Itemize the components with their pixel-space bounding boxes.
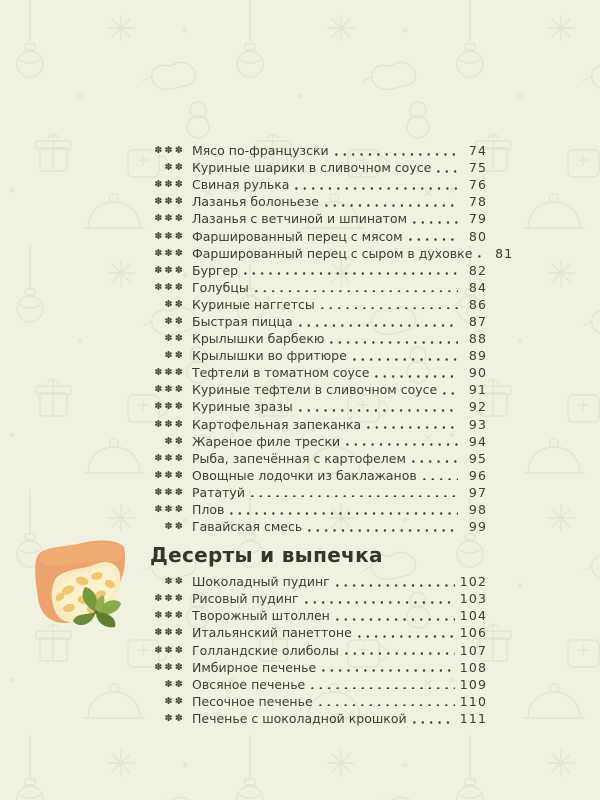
toc-entry — [148, 176, 486, 193]
difficulty-stars: ✽✽ — [164, 333, 185, 345]
dot-leader — [443, 392, 458, 395]
toc-entry — [148, 433, 486, 450]
page-number: 74 — [468, 143, 488, 159]
page-number: 106 — [459, 625, 488, 641]
dot-leader — [413, 221, 458, 224]
toc-entry — [148, 398, 486, 415]
difficulty-stars: ✽✽✽ — [154, 264, 185, 276]
dot-leader — [244, 272, 458, 275]
page-number: 111 — [459, 710, 488, 726]
page-number: 86 — [468, 296, 488, 312]
recipe-title: Мясо по-французски — [192, 143, 329, 159]
toc-entry — [148, 364, 486, 381]
difficulty-stars: ✽✽ — [164, 521, 185, 533]
dot-leader — [330, 341, 458, 344]
difficulty-stars: ✽✽✽ — [154, 367, 185, 379]
page-number: 109 — [459, 676, 488, 692]
difficulty-stars: ✽✽✽ — [154, 486, 185, 498]
toc-entry — [148, 262, 486, 279]
difficulty-stars: ✽✽✽ — [154, 213, 185, 225]
recipe-title: Рыба, запечённая с картофелем — [192, 450, 406, 466]
dot-leader — [375, 375, 458, 378]
dot-leader — [353, 358, 458, 361]
toc-entry — [148, 467, 486, 484]
toc-entry — [148, 193, 486, 210]
page-number: 90 — [468, 365, 488, 381]
recipe-title: Куриные шарики в сливочном соусе — [192, 160, 432, 176]
toc-entry — [148, 642, 486, 659]
toc-entry — [148, 159, 486, 176]
difficulty-stars: ✽✽ — [164, 315, 185, 327]
toc-entry — [148, 296, 486, 313]
page-number: 107 — [459, 642, 488, 658]
difficulty-stars: ✽✽ — [164, 678, 185, 690]
dot-leader — [437, 170, 458, 173]
toc-entry — [148, 313, 486, 330]
difficulty-stars: ✽✽ — [164, 162, 185, 174]
dot-leader — [299, 324, 459, 327]
recipe-title: Рататуй — [192, 484, 245, 500]
difficulty-stars: ✽✽✽ — [154, 627, 185, 639]
recipe-title: Бургер — [192, 262, 239, 278]
dot-leader — [409, 238, 459, 241]
page-number: 84 — [468, 279, 488, 295]
toc-entry — [148, 279, 486, 296]
toc-entry — [148, 607, 486, 624]
page-number: 81 — [495, 245, 514, 261]
recipe-title: Куриные наггетсы — [192, 296, 315, 312]
page-number: 78 — [468, 194, 488, 210]
page-number: 91 — [468, 382, 488, 398]
dot-leader — [308, 529, 458, 532]
page-number: 92 — [468, 399, 488, 415]
difficulty-stars: ✽✽✽ — [154, 230, 185, 242]
difficulty-stars: ✽✽ — [164, 695, 185, 707]
difficulty-stars: ✽✽✽ — [154, 247, 185, 259]
toc-entry — [148, 624, 486, 641]
difficulty-stars: ✽✽✽ — [154, 644, 185, 656]
toc-entry — [148, 518, 486, 535]
dot-leader — [336, 618, 455, 621]
toc-entry — [148, 210, 486, 227]
dot-leader — [322, 669, 455, 672]
page-number: 76 — [468, 177, 488, 193]
difficulty-stars: ✽✽✽ — [154, 504, 185, 516]
page-number: 96 — [468, 467, 488, 483]
page-number: 87 — [468, 313, 488, 329]
recipe-title: Овощные лодочки из баклажанов — [192, 467, 417, 483]
dot-leader — [251, 495, 458, 498]
table-of-contents — [148, 142, 514, 727]
recipe-title: Гавайская смесь — [192, 519, 303, 535]
difficulty-stars: ✽✽✽ — [154, 452, 185, 464]
toc-entry — [148, 693, 486, 710]
page-number: 93 — [468, 416, 488, 432]
recipe-title: Лазанья болоньезе — [192, 194, 319, 210]
dot-leader — [230, 512, 458, 515]
difficulty-stars: ✽✽✽ — [154, 145, 185, 157]
page-number: 94 — [468, 433, 488, 449]
dot-leader — [345, 652, 455, 655]
toc-entry — [148, 573, 486, 590]
difficulty-stars: ✽✽✽ — [154, 401, 185, 413]
recipe-title: Фаршированный перец с сыром в духовке — [192, 245, 473, 261]
page-number: 102 — [459, 574, 488, 590]
page-number: 88 — [468, 331, 488, 347]
recipe-title: Жареное филе трески — [192, 433, 341, 449]
dot-leader — [295, 187, 458, 190]
page-number: 103 — [459, 591, 488, 607]
toc-entry — [148, 590, 486, 607]
recipe-title: Крылышки барбекю — [192, 331, 325, 347]
difficulty-stars: ✽✽✽ — [154, 281, 185, 293]
difficulty-stars: ✽✽✽ — [154, 418, 185, 430]
recipe-title: Куриные тефтели в сливочном соусе — [192, 382, 438, 398]
difficulty-stars: ✽✽✽ — [154, 179, 185, 191]
dot-leader — [299, 409, 458, 412]
toc-entry — [148, 659, 486, 676]
page-number: 98 — [468, 502, 488, 518]
recipe-title: Голландские олиболы — [192, 642, 339, 658]
toc-entry — [148, 227, 486, 244]
recipe-title: Крылышки во фритюре — [192, 348, 347, 364]
dot-leader — [305, 601, 455, 604]
toc-entry — [148, 381, 486, 398]
recipe-title: Голубцы — [192, 279, 249, 295]
difficulty-stars: ✽✽✽ — [154, 196, 185, 208]
difficulty-stars: ✽✽ — [164, 712, 185, 724]
difficulty-stars: ✽✽ — [164, 576, 185, 588]
difficulty-stars: ✽✽✽ — [154, 593, 185, 605]
page-number: 79 — [468, 211, 488, 227]
toc-entry — [148, 484, 486, 501]
recipe-title: Быстрая пицца — [192, 313, 293, 329]
dot-leader — [423, 478, 458, 481]
toc-entry — [148, 245, 514, 262]
dot-leader — [346, 443, 458, 446]
page-number: 97 — [468, 484, 488, 500]
dot-leader — [335, 153, 459, 156]
toc-entry — [148, 142, 486, 159]
toc-entry — [148, 330, 486, 347]
difficulty-stars: ✽✽ — [164, 435, 185, 447]
dot-leader — [255, 290, 458, 293]
recipe-title: Рисовый пудинг — [192, 591, 299, 607]
dot-leader — [311, 687, 454, 690]
dot-leader — [325, 204, 458, 207]
dot-leader — [413, 721, 455, 724]
recipe-title: Лазанья с ветчиной и шпинатом — [192, 211, 408, 227]
toc-entry — [148, 450, 486, 467]
dot-leader — [358, 635, 455, 638]
page-number: 108 — [459, 659, 488, 675]
page-number: 104 — [459, 608, 488, 624]
difficulty-stars: ✽✽✽ — [154, 384, 185, 396]
recipe-title: Плов — [192, 502, 225, 518]
toc-entry — [148, 416, 486, 433]
recipe-title: Куриные зразы — [192, 399, 293, 415]
section-heading: Десерты и выпечка — [150, 543, 383, 568]
difficulty-stars: ✽✽✽ — [154, 469, 185, 481]
recipe-title: Творожный штоллен — [192, 608, 330, 624]
recipe-title: Шоколадный пудинг — [192, 574, 330, 590]
page-number: 80 — [468, 228, 488, 244]
dot-leader — [367, 426, 458, 429]
difficulty-stars: ✽✽ — [164, 298, 185, 310]
page-number: 95 — [468, 450, 488, 466]
page-number: 99 — [468, 519, 488, 535]
toc-entry — [148, 347, 486, 364]
difficulty-stars: ✽✽✽ — [154, 661, 185, 673]
recipe-title: Фаршированный перец с мясом — [192, 228, 403, 244]
page-number: 82 — [468, 262, 488, 278]
recipe-title: Овсяное печенье — [192, 676, 306, 692]
recipe-title: Печенье с шоколадной крошкой — [192, 710, 407, 726]
page-number: 110 — [459, 693, 488, 709]
toc-entry — [148, 676, 486, 693]
page-number: 89 — [468, 348, 488, 364]
difficulty-stars: ✽✽✽ — [154, 610, 185, 622]
dot-leader — [319, 704, 455, 707]
recipe-title: Итальянский панеттоне — [192, 625, 352, 641]
dot-leader — [412, 460, 458, 463]
recipe-title: Тефтели в томатном соусе — [192, 365, 370, 381]
dot-leader — [478, 255, 484, 258]
page-number: 75 — [468, 160, 488, 176]
cake-slice-illustration — [26, 534, 134, 642]
toc-entry — [148, 501, 486, 518]
recipe-title: Свиная рулька — [192, 177, 290, 193]
recipe-title: Картофельная запеканка — [192, 416, 362, 432]
toc-entry — [148, 710, 486, 727]
dot-leader — [336, 584, 455, 587]
recipe-title: Имбирное печенье — [192, 659, 317, 675]
dot-leader — [321, 307, 458, 310]
difficulty-stars: ✽✽ — [164, 350, 185, 362]
recipe-title: Песочное печенье — [192, 693, 313, 709]
